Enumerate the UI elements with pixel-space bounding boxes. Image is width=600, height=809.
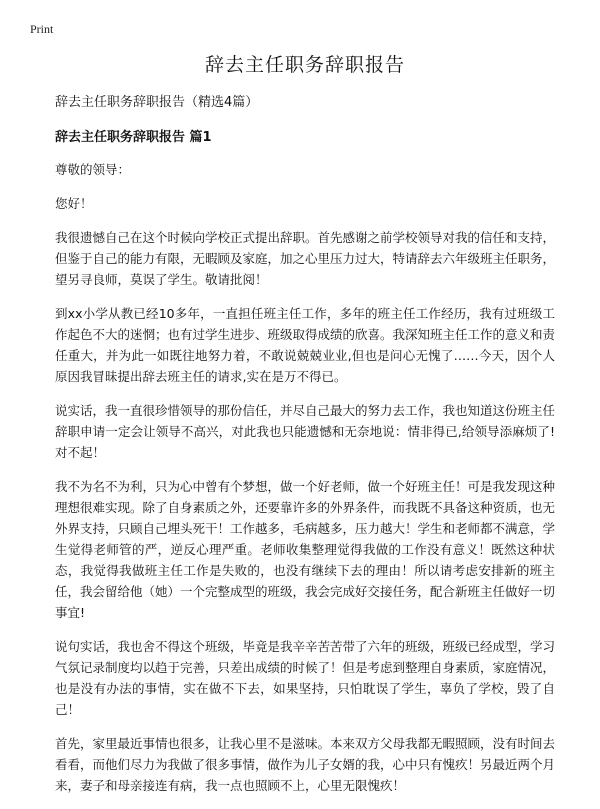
page-title: 辞去主任职务辞职报告 — [204, 54, 405, 76]
paragraph-5: 说句实话，我也舍不得这个班级，毕竟是我辛辛苦苦带了六年的班级，班级已经成型，学习气氛记录制度均以趋于完善，只差出成绩的时候了！但是考虑到整理自身素质，家庭情况，也是没有办法的事情，实在做不下去，如果坚持，只怕耽误了学生，辜负了学校，毁了自己！ — [55, 639, 556, 717]
greeting: 您好！ — [55, 196, 93, 211]
document — [55, 50, 555, 809]
paragraph-3: 说实话，我一直很珍惜领导的那份信任，并尽自己最大的努力去工作，我也知道这份班主任辞职申请一定会让领导不高兴，对此我也只能遗憾和无奈地说：情非得已,给领导添麻烦了!对不起！ — [55, 403, 556, 460]
paragraph-4: 我不为名不为利，只为心中曾有个梦想，做一个好老师，做一个好班主任！可是我发现这种理想很难实现。除了自身素质之外，还要靠许多的外界条件，而我既不具备这种资质，也无外界支持，只顾自己埋头死干！工作越多，毛病越多，压力越大！学生和老师都不满意，学生觉得老师管的严，逆反心理严重。老师收集整理觉得我做的工作没有意义！既然这种状态，我觉得我做班主任工作是失败的，也没有继续下去的理由！所以请考虑安排新的班主任，我会留给他（她）一个完整成型的班级，我会完成好交接任务，配合新班主任做好一切事宜! — [55, 479, 556, 620]
salutation: 尊敬的领导： — [55, 162, 131, 177]
paragraph-6: 首先，家里最近事情也很多，让我心里不是滋味。本来双方父母我都无暇照顾，没有时间去看看，而他们尽力为我做了很多事情，做作为儿子女婿的我，心中只有愧疚！另最近两个月来，妻子和母亲接连有病，我一点也照顾不上，心里无限愧疚！ — [55, 736, 556, 793]
print-link[interactable]: Print — [30, 22, 54, 36]
paragraph-2: 到xx小学从教已经10多年，一直担任班主任工作，多年的班主任工作经历，我有过班级工作起色不大的迷惘；也有过学生进步、班级取得成绩的欣喜。我深知班主任工作的意义和责任重大，并为此一如既往地努力着，不敢说兢兢业业,但也是问心无愧了……今天，因个人原因我冒昧提出辞去班主任的请求,实在是万不得已。 — [55, 306, 556, 384]
paragraph-1: 我很遗憾自己在这个时候向学校正式提出辞职。首先感谢之前学校领导对我的信任和支持，但鉴于自己的能力有限，无暇顾及家庭，加之心里压力过大，特请辞去六年级班主任职务，望另寻良师，莫误了学生。敬请批阅！ — [55, 230, 556, 287]
document-subtitle: 辞去主任职务辞职报告（精选4篇） — [55, 95, 259, 110]
section-heading: 辞去主任职务辞职报告 篇1 — [55, 130, 212, 145]
